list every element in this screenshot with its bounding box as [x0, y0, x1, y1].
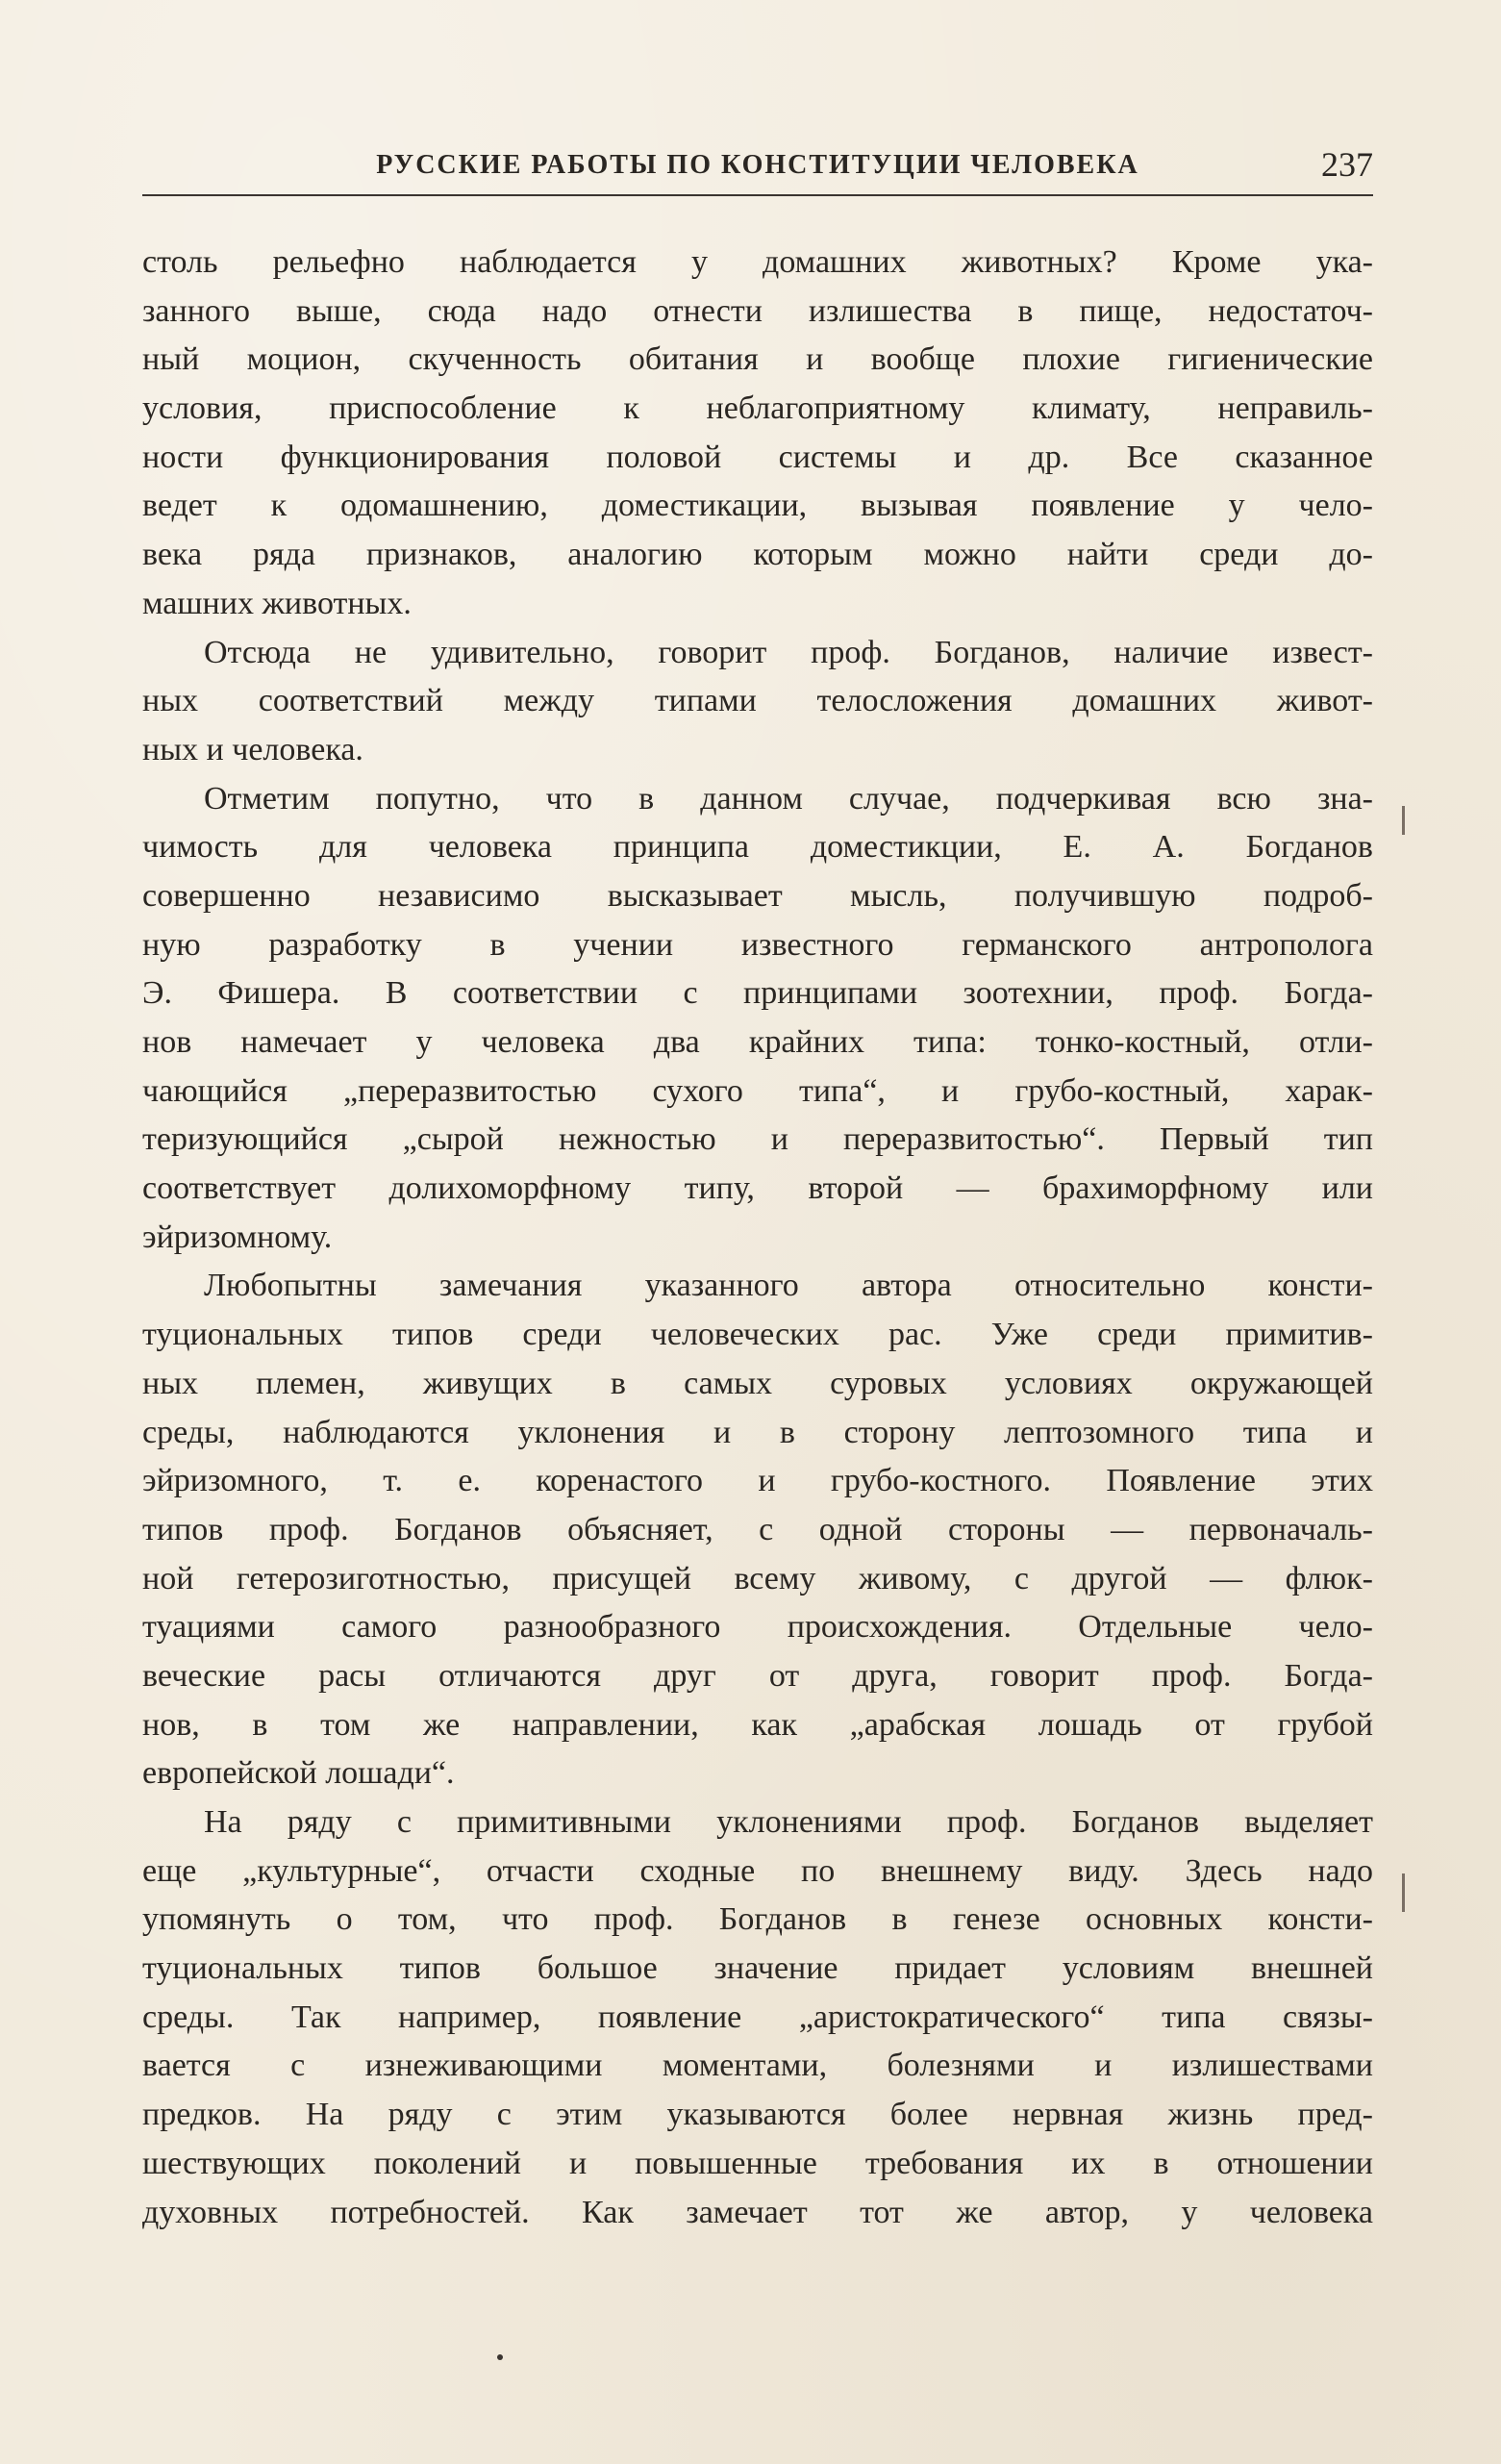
text-line: ной гетерозиготностью, присущей всему живому, с другой — флюк- [142, 1560, 1373, 1597]
text-line: соответствует долихоморфному типу, второй — брахиморфному или [142, 1170, 1373, 1207]
text-line: ный моцион, скученность обитания и вообще плохие гигиенические [142, 341, 1373, 378]
text-line: века ряда признаков, аналогию которым можно найти среди до- [142, 537, 1373, 573]
paragraph-first-line: На ряду с примитивными уклонениями проф. Богданов выделяет [204, 1804, 1373, 1840]
page-header [142, 144, 1373, 196]
text-line: ных племен, живущих в самых суровых условиях окружающей [142, 1365, 1373, 1401]
text-line: шествующих поколений и повышенные требования их в отношении [142, 2145, 1373, 2181]
text-line: машних животных. [142, 585, 412, 621]
text-line: туциональных типов большое значение придает условиям внешней [142, 1950, 1373, 1987]
paragraph-first-line: Любопытны замечания указанного автора относительно консти- [204, 1268, 1373, 1304]
running-title: РУССКИЕ РАБОТЫ ПО КОНСТИТУЦИИ ЧЕЛОВЕКА [376, 150, 1139, 180]
text-line: еще „культурные“, отчасти сходные по внешнему виду. Здесь надо [142, 1852, 1373, 1889]
margin-mark [1402, 806, 1405, 835]
text-line: ных и человека. [142, 731, 363, 767]
text-line: ности функционирования половой системы и др. Все сказанное [142, 439, 1373, 475]
text-line: веческие расы отличаются друг от друга, говорит проф. Богда- [142, 1657, 1373, 1694]
text-line: ведет к одомашнению, доместикации, вызывая появление у чело- [142, 488, 1373, 524]
text-line: Э. Фишера. В соответствии с принципами зоотехнии, проф. Богда- [142, 975, 1373, 1012]
text-line: нов намечает у человека два крайних типа: тонко-костный, отли- [142, 1024, 1373, 1060]
text-line: туциональных типов среди человеческих рас. Уже среди примитив- [142, 1317, 1373, 1353]
page-number: 237 [1321, 145, 1373, 184]
text-line: эйризомного, т. е. коренастого и грубо-костного. Появление этих [142, 1463, 1373, 1499]
text-line: эйризомному. [142, 1219, 333, 1255]
text-line: европейской лошади“. [142, 1755, 455, 1792]
text-line: предков. На ряду с этим указываются более нервная жизнь пред- [142, 2097, 1373, 2133]
margin-mark [1402, 1873, 1405, 1912]
text-line: ную разработку в учении известного германского антрополога [142, 926, 1373, 963]
text-line: вается с изнеживающими моментами, болезнями и излишествами [142, 2048, 1373, 2084]
paragraph-first-line: Отметим попутно, что в данном случае, подчеркивая всю зна- [204, 780, 1373, 817]
text-line: совершенно независимо высказывает мысль, получившую подроб- [142, 877, 1373, 914]
text-line: чающийся „переразвитостью сухого типа“, и грубо-костный, харак- [142, 1072, 1373, 1109]
text-line: среды. Так например, появление „аристократического“ типа связы- [142, 1999, 1373, 2035]
text-line: туациями самого разнообразного происхождения. Отдельные чело- [142, 1609, 1373, 1646]
text-line: условия, приспособление к неблагоприятному климату, неправиль- [142, 390, 1373, 427]
text-line: столь рельефно наблюдается у домашних животных? Кроме ука- [142, 244, 1373, 280]
text-line: ных соответствий между типами телосложения домашних живот- [142, 683, 1373, 719]
text-line: упомянуть о том, что проф. Богданов в генезе основных консти- [142, 1901, 1373, 1938]
text-line: чимость для человека принципа доместикции, Е. А. Богданов [142, 829, 1373, 866]
text-line: среды, наблюдаются уклонения и в сторону лептозомного типа и [142, 1414, 1373, 1450]
paragraph-first-line: Отсюда не удивительно, говорит проф. Богданов, наличие извест- [204, 634, 1373, 670]
text-line: нов, в том же направлении, как „арабская лошадь от грубой [142, 1706, 1373, 1743]
text-line: типов проф. Богданов объясняет, с одной стороны — первоначаль- [142, 1511, 1373, 1547]
text-line: духовных потребностей. Как замечает тот же автор, у человека [142, 2194, 1373, 2230]
speck-dot [497, 2354, 503, 2360]
text-line: занного выше, сюда надо отнести излишества в пище, недостаточ- [142, 292, 1373, 329]
text-line: теризующийся „сырой нежностью и переразвитостью“. Первый тип [142, 1121, 1373, 1158]
body-text [142, 239, 1373, 2237]
